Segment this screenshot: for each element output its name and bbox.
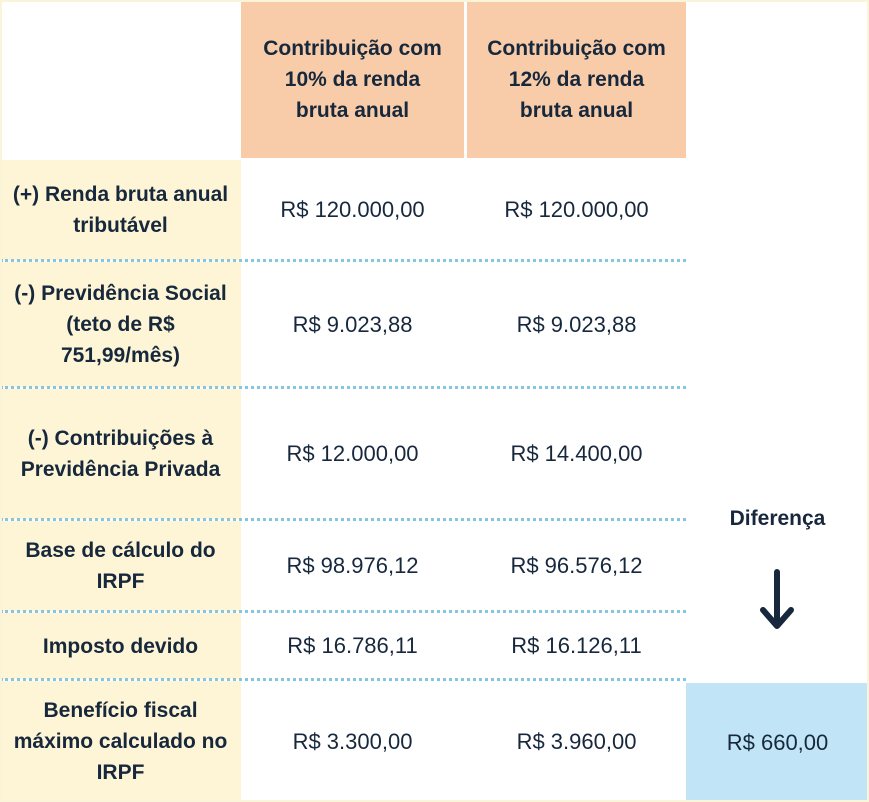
- value-text: R$ 16.786,11: [287, 633, 418, 658]
- value-text: R$ 12.000,00: [286, 441, 419, 466]
- row-value-10-base-calculo: [241, 521, 464, 611]
- row-separator: [0, 386, 686, 389]
- row-value-10-previdencia-social: [241, 262, 464, 387]
- row-label-imposto-devido: [0, 613, 241, 679]
- row-label-text: Imposto devido: [42, 634, 199, 658]
- value-text: R$ 120.000,00: [504, 197, 649, 222]
- value-text: R$ 14.400,00: [510, 441, 643, 466]
- row-value-12-imposto-devido: [467, 613, 686, 679]
- row-value-10-imposto-devido: [241, 613, 464, 679]
- value-text: R$ 120.000,00: [280, 197, 425, 222]
- row-label-text: (-) Contribuições à Previdência Privada: [20, 427, 221, 481]
- row-label-renda-bruta: [0, 160, 241, 260]
- row-label-previdencia-social: [0, 262, 241, 387]
- row-value-12-previdencia-social: [467, 262, 686, 387]
- row-value-12-beneficio-fiscal: [467, 681, 686, 802]
- difference-value-text: R$ 660,00: [726, 729, 829, 755]
- row-separator: [0, 518, 686, 521]
- difference-label: [686, 496, 869, 542]
- arrow-down-svg: [757, 568, 797, 634]
- value-text: R$ 3.960,00: [516, 728, 637, 754]
- row-separator: [0, 259, 686, 262]
- value-text: R$ 9.023,88: [292, 311, 413, 337]
- row-separator: [0, 610, 686, 613]
- value-text: R$ 3.300,00: [292, 728, 413, 754]
- header-10-percent-text: Contribuição com 10% da renda bruta anual: [263, 36, 442, 122]
- row-value-10-previdencia-privada: [241, 389, 464, 519]
- value-text: R$ 16.126,11: [511, 633, 642, 658]
- row-value-10-beneficio-fiscal: [241, 681, 464, 802]
- difference-value: [686, 683, 869, 802]
- row-value-10-renda-bruta: [241, 160, 464, 260]
- row-label-text: Base de cálculo do IRPF: [25, 539, 216, 593]
- header-12-percent: [467, 0, 686, 158]
- row-label-text: (-) Previdência Social (teto de R$ 751,99/mês): [14, 282, 227, 367]
- value-text: R$ 98.976,12: [286, 553, 419, 578]
- row-label-text: Benefício fiscal máximo calculado no IRPF: [13, 699, 228, 784]
- row-label-beneficio-fiscal: [0, 681, 241, 802]
- difference-label-text: Diferença: [729, 507, 826, 530]
- row-separator: [0, 678, 686, 681]
- row-value-12-previdencia-privada: [467, 389, 686, 519]
- header-12-percent-text: Contribuição com 12% da renda bruta anual: [487, 36, 666, 122]
- value-text: R$ 96.576,12: [510, 553, 643, 578]
- header-10-percent: [241, 0, 464, 158]
- row-label-text: (+) Renda bruta anual tributável: [12, 183, 229, 237]
- row-value-12-renda-bruta: [467, 160, 686, 260]
- row-value-12-base-calculo: [467, 521, 686, 611]
- row-label-base-calculo: [0, 521, 241, 611]
- row-label-previdencia-privada: [0, 389, 241, 519]
- arrow-down-icon: [746, 566, 808, 636]
- value-text: R$ 9.023,88: [516, 311, 637, 337]
